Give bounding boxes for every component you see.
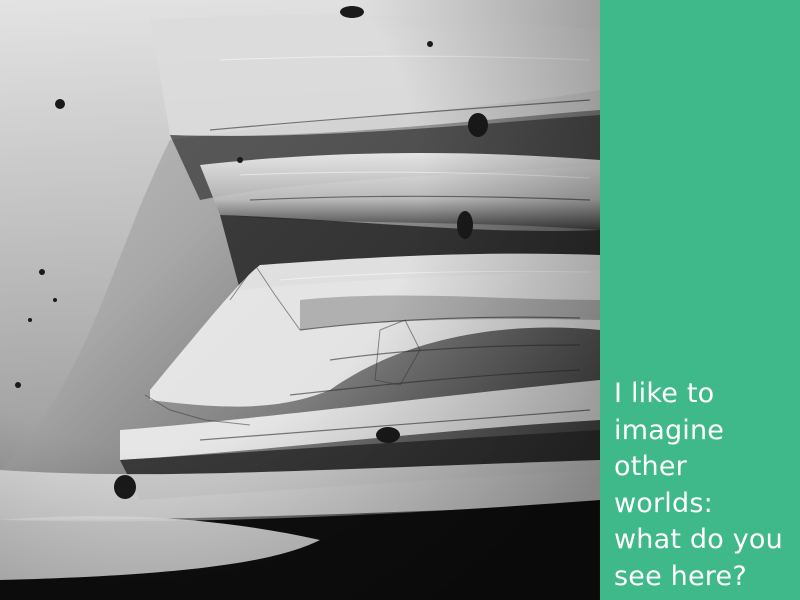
caption-line: other [614,451,687,482]
caption-text [614,376,798,595]
caption-line: what do you [614,524,783,555]
caption-panel [600,0,800,600]
caption-line: I like to [614,378,715,409]
caption-line: imagine [614,414,725,446]
caption-line: worlds: [614,487,713,519]
caption-line: see here? [614,560,747,592]
